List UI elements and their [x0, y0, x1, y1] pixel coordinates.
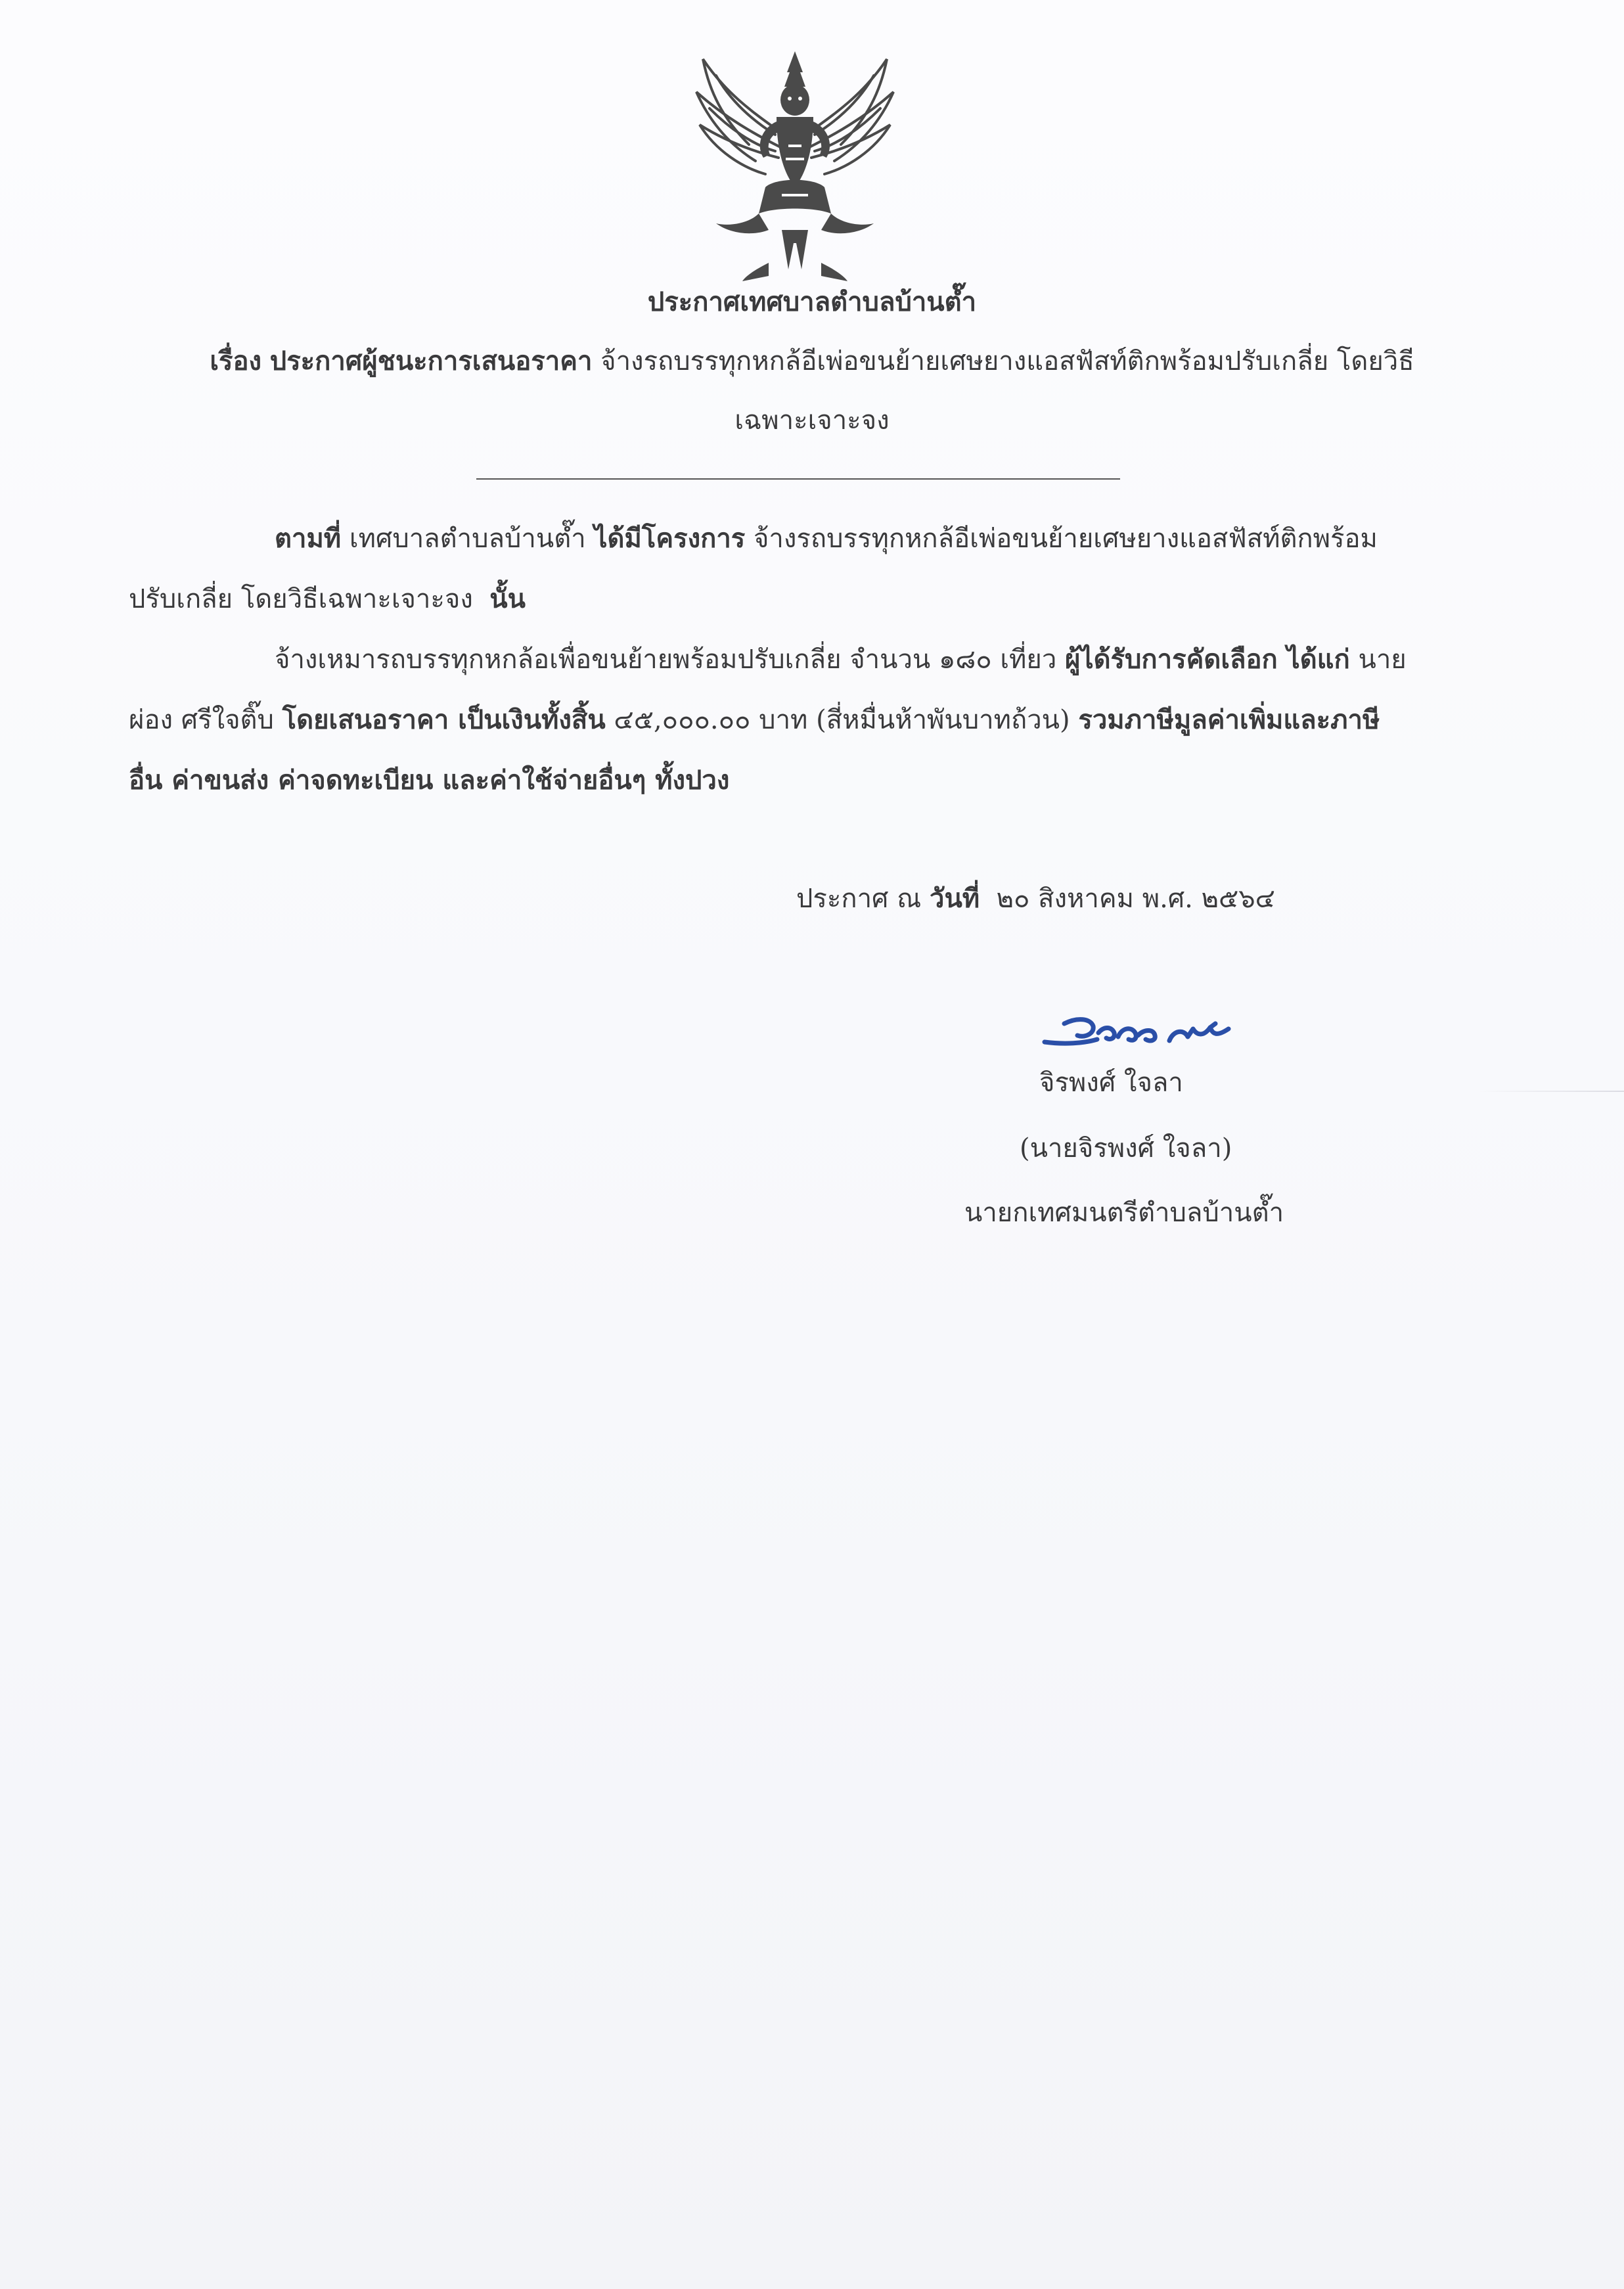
p2-amount: ๔๕,๐๐๐.๐๐ บาท (สี่หมื่นห้าพันบาทถ้วน) [614, 705, 1070, 735]
p2-name-start: นาย [1358, 645, 1407, 675]
paragraph-1-line-2 [129, 581, 526, 618]
signatory-position: นายกเทศมนตรีตำบลบ้านต๊ำ [964, 1198, 1284, 1228]
announce-date: ๒๐ สิงหาคม พ.ศ. ๒๕๖๔ [996, 884, 1275, 914]
divider [476, 478, 1120, 480]
signatory-full-name: (นายจิรพงศ์ ใจลา) [1020, 1133, 1232, 1164]
handwritten-signature [1038, 1004, 1235, 1063]
p2-vat: รวมภาษีมูลค่าเพิ่มและภาษี [1078, 704, 1380, 735]
subject-label: เรื่อง [210, 346, 262, 376]
paragraph-1-line-1 [275, 520, 1378, 557]
paragraph-2-line-2 [129, 702, 1380, 738]
p1-label: ตามที่ [275, 523, 342, 554]
subject-text: จ้างรถบรรทุกหกล้อีเพ่อขนย้ายเศษยางแอสฟัสท์ติกพร้อมปรับเกลี่ย โดยวิธี [600, 346, 1414, 376]
announce-date-line [796, 880, 1275, 917]
paragraph-2-line-1 [275, 641, 1407, 678]
subject-line [0, 343, 1624, 380]
p2-selected-label: ผู้ได้รับการคัดเลือก ได้แก่ [1065, 644, 1350, 675]
announce-day-label: วันที่ [929, 883, 980, 914]
paragraph-2-line-3: อื่น ค่าขนส่ง ค่าจดทะเบียน และค่าใช้จ่ายอื่นๆ ทั้งปวง [129, 765, 730, 796]
garuda-emblem-icon [690, 46, 900, 283]
p1-agency: เทศบาลตำบลบ้านต๊ำ [349, 524, 586, 554]
p2-name: ผ่อง ศรีใจติ๊บ [129, 705, 274, 735]
p2-offer: โดยเสนอราคา เป็นเงินทั้งสิ้น [282, 704, 606, 735]
p1-end: นั้น [489, 583, 526, 614]
subject-line-2: เฉพาะเจาะจง [734, 405, 890, 436]
p1-project: จ้างรถบรรทุกหกล้อีเพ่อขนย้ายเศษยางแอสฟัสท์ติกพร้อม [753, 524, 1378, 554]
paper-crease [1479, 1091, 1624, 1092]
subject-bold: ประกาศผู้ชนะการเสนอราคา [269, 346, 593, 376]
signatory-name: จิรพงศ์ ใจลา [1039, 1068, 1183, 1098]
p2-text: จ้างเหมารถบรรทุกหกล้อเพื่อขนย้ายพร้อมปรับเกลี่ย จำนวน ๑๘๐ เที่ยว [275, 645, 1057, 675]
p1-line-2: ปรับเกลี่ย โดยวิธีเฉพาะเจาะจง [129, 584, 473, 614]
announce-label: ประกาศ ณ [796, 884, 922, 914]
p1-has-project: ได้มีโครงการ [594, 523, 746, 554]
document-title: ประกาศเทศบาลตำบลบ้านต๊ำ [647, 286, 977, 317]
